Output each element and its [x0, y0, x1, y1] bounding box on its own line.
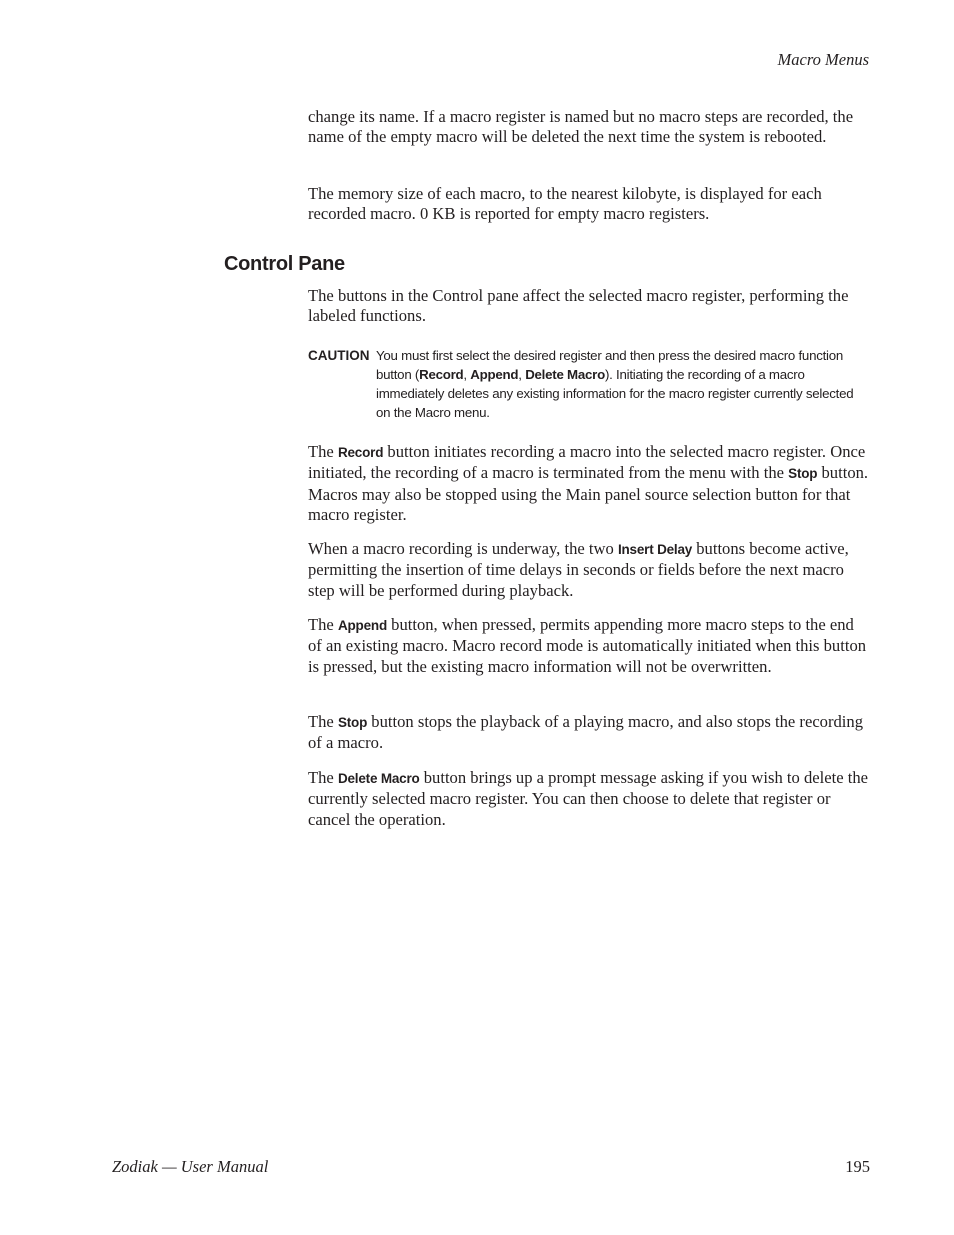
paragraph-text: The memory size of each macro, to the nearest kilobyte, is displayed for each recorded macro. 0 KB is reported for empty macro registers. — [308, 184, 822, 224]
delete-macro-paragraph — [308, 768, 870, 830]
paragraph-text — [308, 615, 870, 677]
record-button-ref: Record — [419, 366, 464, 382]
caution-text-part: ). Initiating the recording of a macro immediately deletes any existing information for the macro register currently selected on the Macro menu. — [376, 366, 854, 420]
running-head: Macro Menus — [777, 50, 869, 69]
paragraph-text — [308, 539, 870, 601]
text-run: The — [308, 768, 338, 787]
text-run: button initiates recording a macro into the selected macro register. Once initiated, the recording of a macro is terminated from the menu with the — [308, 442, 866, 483]
body-paragraph-2 — [308, 184, 870, 225]
paragraph-text — [308, 712, 870, 754]
caution-text — [376, 347, 856, 423]
insert-delay-button-ref: Insert Delay — [617, 542, 693, 557]
section-intro — [308, 286, 870, 327]
separator: , — [463, 366, 471, 382]
record-button-ref: Record — [337, 445, 384, 460]
page-number: 195 — [845, 1157, 870, 1176]
delete-macro-button-ref: Delete Macro — [525, 366, 605, 382]
text-run: The — [308, 712, 338, 731]
caution-text-part: You must first select the desired register and then press the desired macro function button ( — [376, 348, 844, 382]
paragraph-text — [308, 768, 870, 830]
text-run: button. Macros may also be stopped using the Main panel source selection button for that macro register. — [308, 463, 869, 524]
text-run: buttons become active, permitting the insertion of time delays in seconds or fields before the next macro step will be performed during playback. — [308, 539, 849, 600]
separator: , — [518, 366, 526, 382]
stop-paragraph — [308, 712, 870, 754]
text-run: When a macro recording is underway, the two — [308, 539, 618, 558]
record-paragraph — [308, 442, 870, 525]
append-button-ref: Append — [337, 618, 387, 633]
text-run: button brings up a prompt message asking if you wish to delete the currently selected macro register. You can then choose to delete that register or cancel the operation. — [308, 768, 869, 829]
insert-delay-paragraph — [308, 539, 870, 601]
delete-macro-button-ref: Delete Macro — [337, 771, 420, 786]
stop-button-ref: Stop — [337, 715, 368, 730]
paragraph-text: change its name. If a macro register is named but no macro steps are recorded, the name of the empty macro will be deleted the next time the system is rebooted. — [308, 107, 854, 147]
body-paragraph-1 — [308, 107, 870, 148]
text-run: button stops the playback of a playing macro, and also stops the recording of a macro. — [308, 712, 864, 753]
text-run: button, when pressed, permits appending more macro steps to the end of an existing macro. Macro record mode is automatically initiated when this button is pressed, but the existing macro information will not be overwritten. — [308, 615, 867, 676]
text-run: The — [308, 442, 338, 461]
caution-label: CAUTION — [308, 348, 370, 363]
append-paragraph — [308, 615, 870, 677]
footer-title: Zodiak — User Manual — [112, 1157, 269, 1176]
paragraph-text — [308, 442, 870, 525]
section-heading: Control Pane — [224, 253, 345, 275]
text-run: The — [308, 615, 338, 634]
append-button-ref: Append — [470, 366, 519, 382]
paragraph-text: The buttons in the Control pane affect the selected macro register, performing the labeled functions. — [308, 286, 849, 326]
stop-button-ref: Stop — [788, 466, 818, 482]
